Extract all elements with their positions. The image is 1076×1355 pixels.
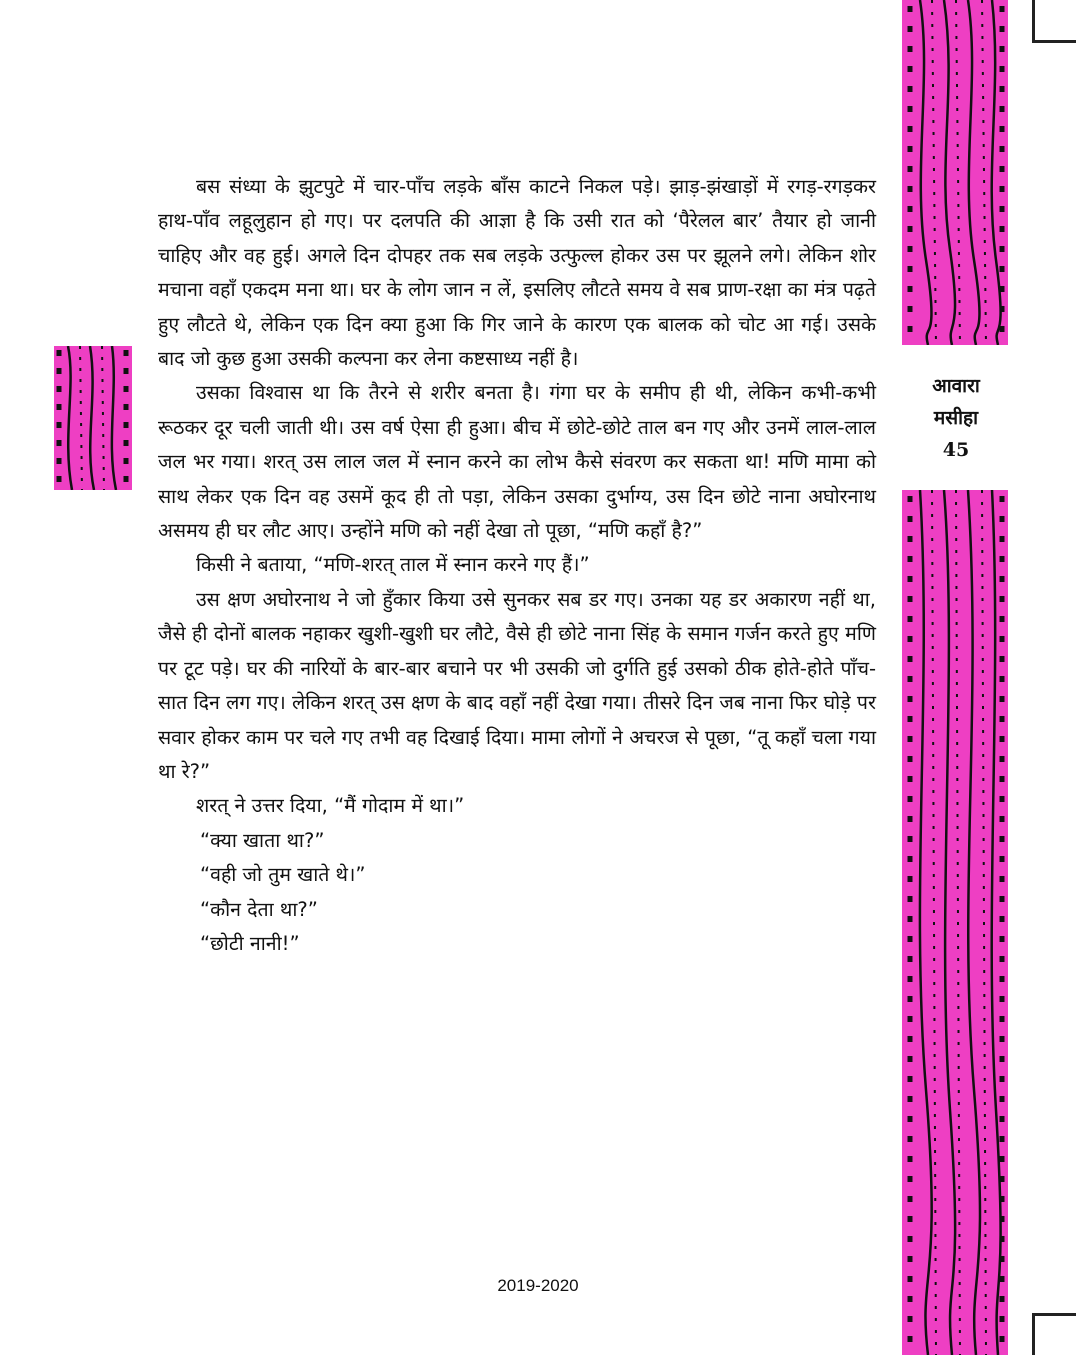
dialogue-line: “वही जो तुम खाते थे।” — [200, 863, 366, 887]
crop-mark-bottom-right-v — [1032, 1313, 1035, 1355]
dialogue-line: “क्या खाता था?” — [200, 828, 325, 852]
dialogue-line: “कौन देता था?” — [200, 897, 318, 921]
paragraph: शरत् ने उत्तर दिया, “मैं गोदाम में था।” — [196, 794, 465, 818]
crop-mark-top-right-v — [1032, 0, 1035, 42]
decorative-band-top-right — [902, 0, 1008, 345]
page-number: 45 — [942, 439, 970, 461]
dialogue-line: “छोटी नानी!” — [200, 931, 300, 955]
chapter-title-line2: मसीहा — [933, 407, 979, 429]
crop-mark-bottom-right-h — [1032, 1313, 1076, 1316]
decorative-band-bottom-right — [902, 490, 1008, 1355]
paragraph: किसी ने बताया, “मणि-शरत् ताल में स्नान करने गए हैं।” — [196, 553, 590, 577]
paragraph: उस क्षण अघोरनाथ ने जो हुँकार किया उसे सुनकर सब डर गए। उनका यह डर अकारण नहीं था, जैसे ही दोनों बालक नहाकर खुशी-खुशी घर लौटे, वैसे ही छोटे नाना सिंह के समान गर्जन करते हुए मणि पर टूट पड़े। घर की नारियों के बार-बार बचाने पर भी उसकी जो दुर्गति हुई उसको ठीक होते-होते पाँच-सात दिन लग गए। लेकिन शरत् उस क्षण के बाद वहाँ नहीं देखा गया। तीसरे दिन जब नाना फिर घोड़े पर सवार होकर काम पर चले गए तभी वह दिखाई दिया। मामा लोगों ने अचरज से पूछा, “तू कहाँ चला गया था रे?” — [158, 587, 876, 783]
chapter-title-line1: आवारा — [932, 375, 980, 397]
decorative-band-left — [54, 346, 132, 490]
crop-mark-top-right-h — [1032, 40, 1076, 43]
body-text — [158, 170, 876, 961]
paragraph: बस संध्या के झुटपुटे में चार-पाँच लड़के बाँस काटने निकल पड़े। झाड़-झंखाड़ों में रगड़-रगड़कर हाथ-पाँव लहूलुहान हो गए। पर दलपति की आज्ञा है कि उसी रात को ‘पैरेलल बार’ तैयार हो जानी चाहिए और वह हुई। अगले दिन दोपहर तक सब लड़के उत्फुल्ल होकर उस पर झूलने लगे। लेकिन शोर मचाना वहाँ एकदम मना था। घर के लोग जान न लें, इसलिए लौटते समय वे सब प्राण-रक्षा का मंत्र पढ़ते हुए लौटते थे, लेकिन एक दिन क्या हुआ कि गिर जाने के कारण एक बालक को चोट आ गई। उसके बाद जो कुछ हुआ उसकी कल्पना कर लेना कष्टसाध्य नहीं है। — [158, 175, 876, 371]
paragraph: उसका विश्वास था कि तैरने से शरीर बनता है। गंगा घर के समीप ही थी, लेकिन कभी-कभी रूठकर दूर चली जाती थी। उस वर्ष ऐसा ही हुआ। बीच में छोटे-छोटे ताल बन गए और उनमें लाल-लाल जल भर गया। शरत् उस लाल जल में स्नान करने का लोभ कैसे संवरण कर सकता था! मणि मामा को साथ लेकर एक दिन वह उसमें कूद ही तो पड़ा, लेकिन उसका दुर्भाग्य, उस दिन छोटे नाना अघोरनाथ असमय ही घर लौट आए। उन्होंने मणि को नहीं देखा तो पूछा, “मणि कहाँ है?” — [158, 381, 876, 543]
footer-year: 2019-2020 — [497, 1276, 579, 1295]
